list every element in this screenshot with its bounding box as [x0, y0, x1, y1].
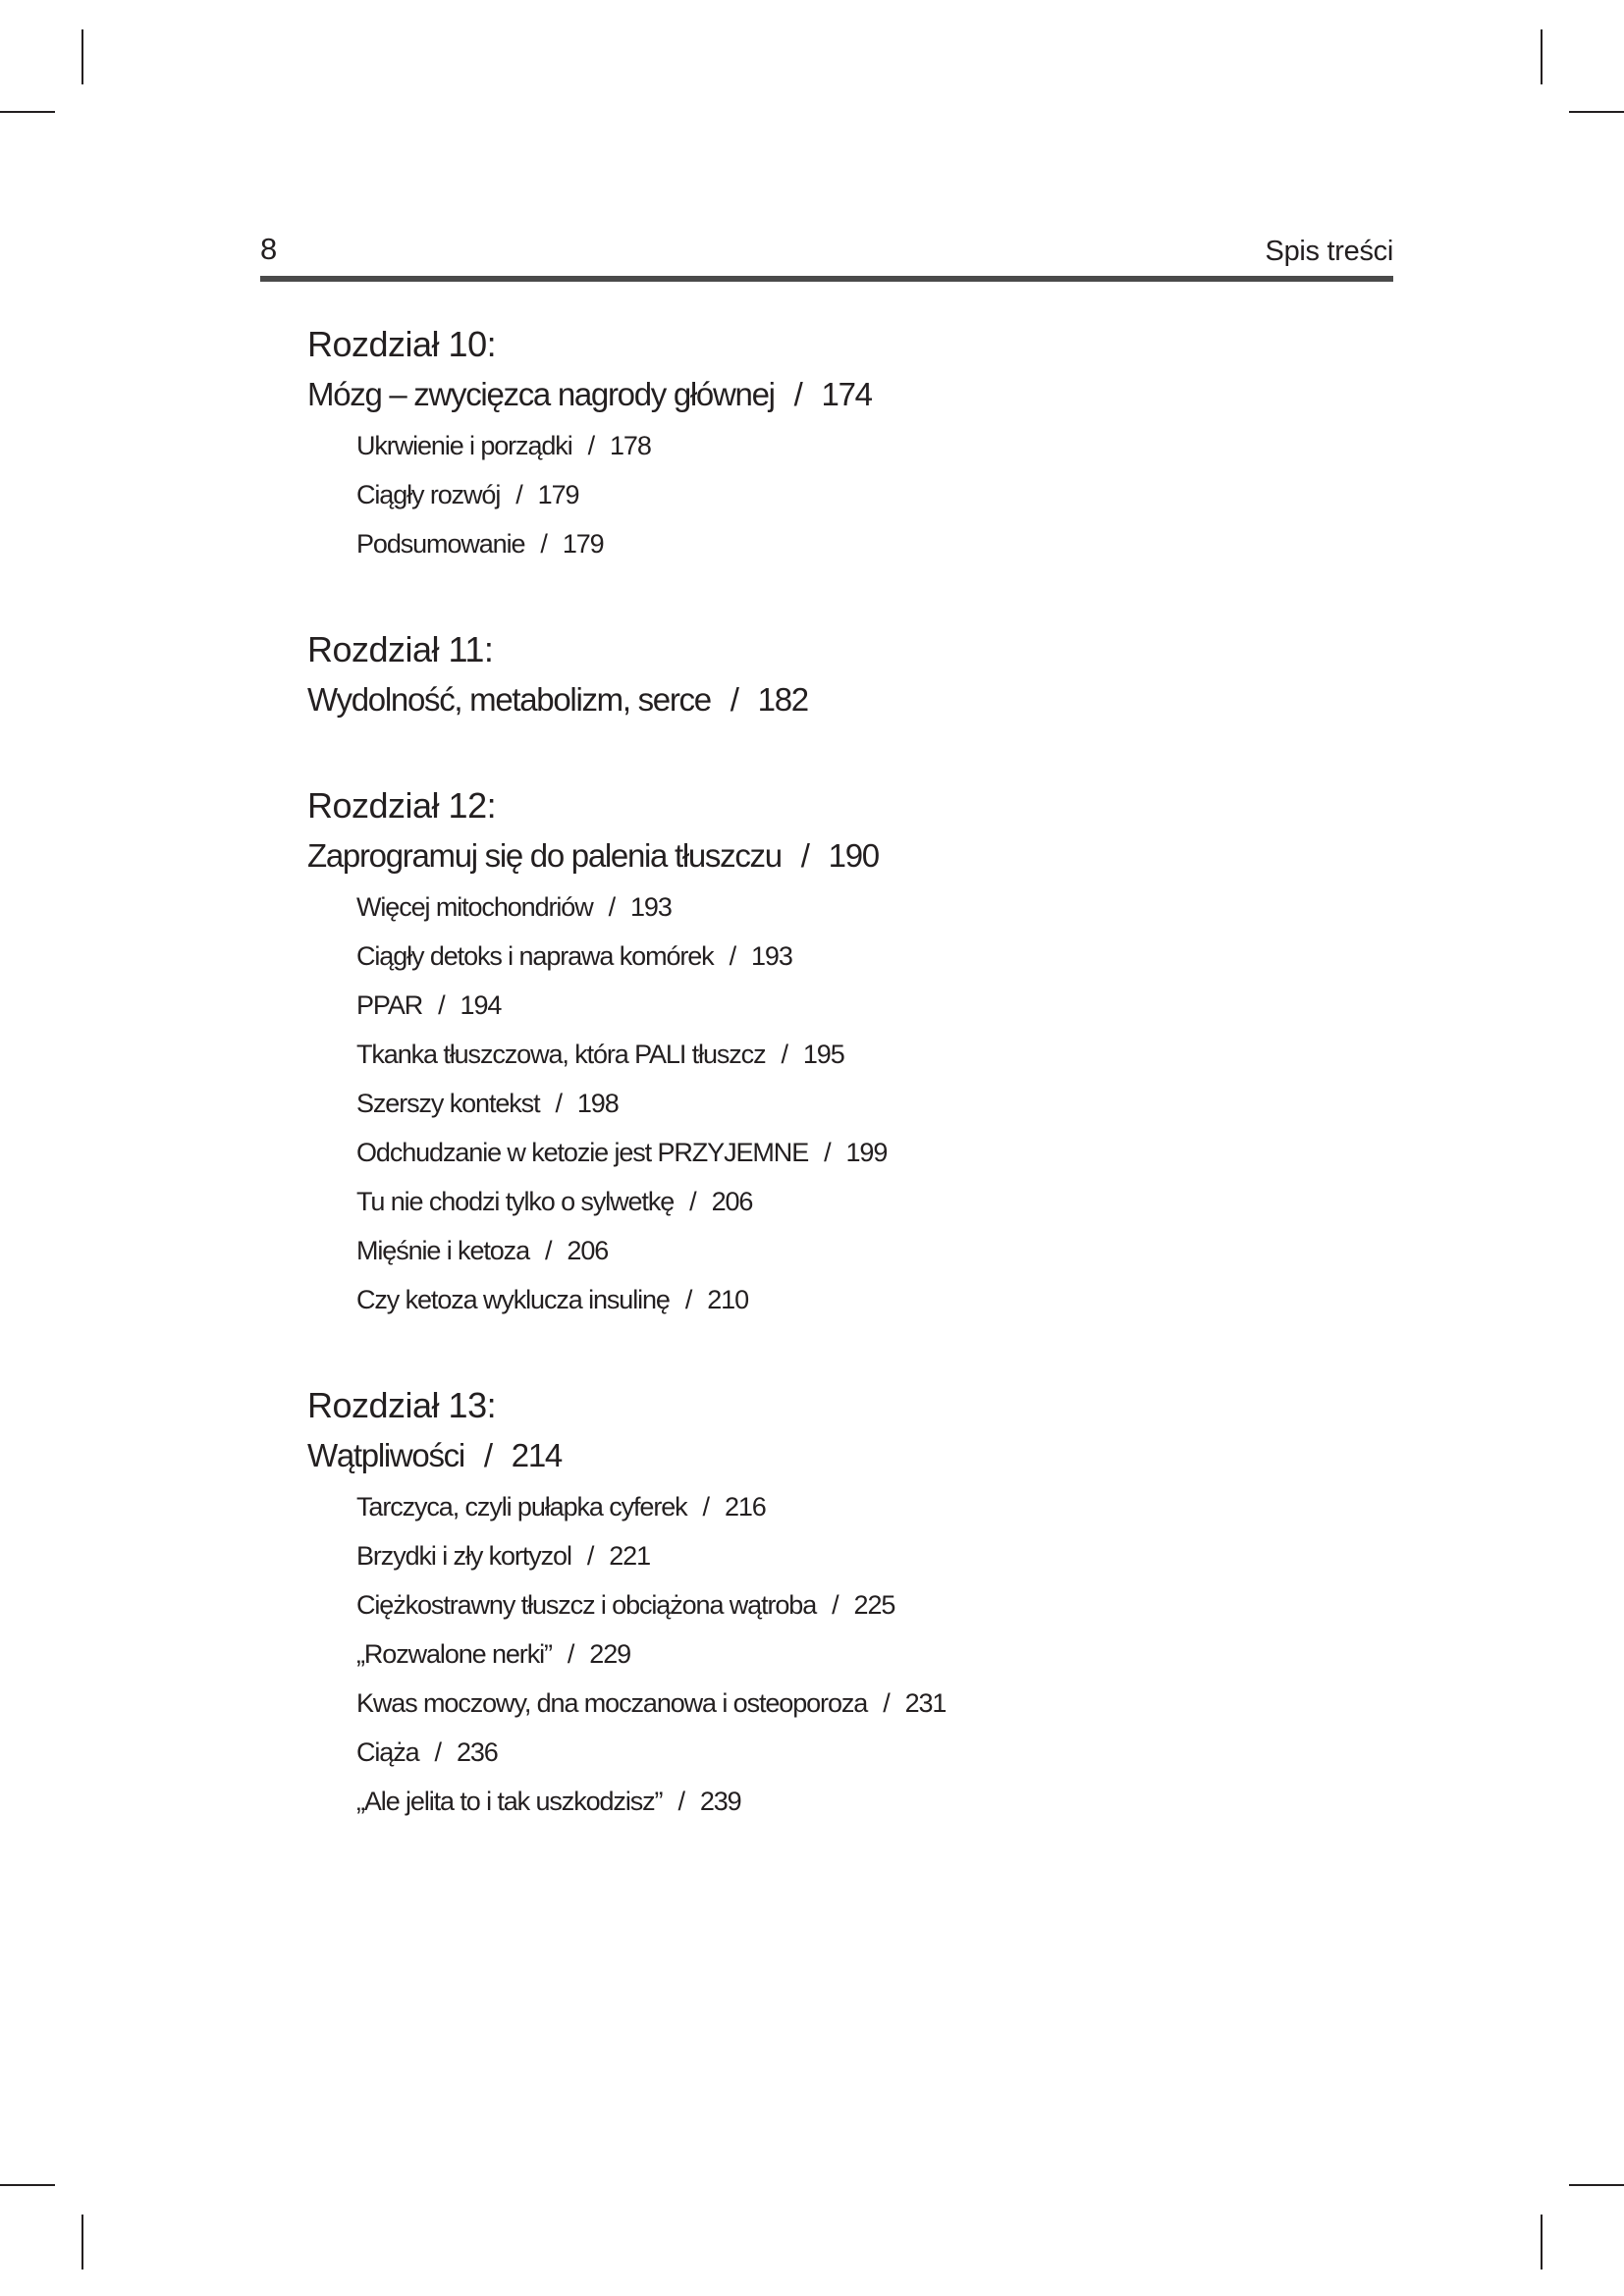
section-entry[interactable]	[356, 1777, 1387, 1826]
section-title: Odchudzanie w ketozie jest PRZYJEMNE	[356, 1138, 809, 1167]
crop-mark-top-right-horizontal	[1569, 111, 1624, 113]
section-page-number: 229	[589, 1639, 631, 1669]
section-entry[interactable]	[356, 1030, 1387, 1079]
section-page-number: 179	[562, 529, 604, 559]
section-title: Tu nie chodzi tylko o sylwetkę	[356, 1187, 675, 1216]
section-entry[interactable]	[356, 1580, 1387, 1629]
toc-chapter	[307, 624, 1387, 724]
section-entry[interactable]	[356, 421, 1387, 470]
chapter-label: Rozdział 13:	[307, 1385, 497, 1425]
page-separator: /	[729, 941, 735, 971]
section-title: Kwas moczowy, dna moczanowa i osteoporoza	[356, 1688, 868, 1718]
page-separator: /	[608, 892, 615, 922]
section-entry[interactable]	[356, 1079, 1387, 1128]
section-entry[interactable]	[356, 470, 1387, 519]
section-title: Czy ketoza wyklucza insulinę	[356, 1285, 670, 1314]
section-entry[interactable]	[356, 981, 1387, 1030]
section-title: Tarczyca, czyli pułapka cyferek	[356, 1492, 687, 1522]
section-page-number: 199	[845, 1138, 888, 1167]
section-entry[interactable]	[356, 1728, 1387, 1777]
section-page-number: 179	[537, 480, 579, 509]
chapter-title-entry[interactable]	[307, 370, 1387, 419]
section-page-number: 236	[456, 1737, 498, 1767]
chapter-label: Rozdział 10:	[307, 324, 497, 364]
section-page-number: 193	[630, 892, 672, 922]
chapter-label: Rozdział 11:	[307, 629, 494, 669]
page-separator: /	[434, 1737, 441, 1767]
page-separator: /	[483, 1437, 492, 1473]
section-page-number: 193	[751, 941, 792, 971]
page-separator: /	[702, 1492, 709, 1522]
page-separator: /	[730, 681, 738, 718]
section-title: Ukrwienie i porządki	[356, 431, 572, 460]
crop-mark-bottom-left-vertical	[81, 2215, 83, 2269]
page-separator: /	[832, 1590, 839, 1620]
chapter-title: Mózg – zwycięzca nagrody głównej	[307, 376, 775, 412]
section-entry[interactable]	[356, 1128, 1387, 1177]
toc-chapter	[307, 1380, 1387, 1826]
chapter-page-number: 182	[757, 681, 808, 718]
crop-mark-bottom-right-horizontal	[1569, 2184, 1624, 2186]
section-entry[interactable]	[356, 1531, 1387, 1580]
section-title: PPAR	[356, 990, 423, 1020]
section-page-number: 206	[567, 1236, 609, 1265]
chapter-page-number: 174	[821, 376, 872, 412]
section-page-number: 221	[609, 1541, 650, 1571]
running-title: Spis treści	[1265, 236, 1393, 267]
section-page-number: 216	[724, 1492, 766, 1522]
chapter-title-entry[interactable]	[307, 1431, 1387, 1480]
section-page-number: 239	[699, 1787, 741, 1816]
section-entry[interactable]	[356, 1679, 1387, 1728]
crop-mark-top-left-horizontal	[0, 111, 55, 113]
page-separator: /	[677, 1787, 684, 1816]
toc-chapter	[307, 319, 1387, 568]
page-separator: /	[586, 1541, 594, 1571]
chapter-page-number: 214	[511, 1437, 562, 1473]
section-entry[interactable]	[356, 1177, 1387, 1226]
table-of-contents	[307, 319, 1387, 1826]
section-list	[356, 882, 1387, 1324]
chapter-title-entry[interactable]	[307, 675, 1387, 724]
page-header	[260, 232, 1393, 281]
section-page-number: 210	[707, 1285, 748, 1314]
section-title: Mięśnie i ketoza	[356, 1236, 529, 1265]
page-separator: /	[793, 376, 802, 412]
page-separator: /	[555, 1089, 562, 1118]
crop-mark-bottom-left-horizontal	[0, 2184, 55, 2186]
section-title: „Rozwalone nerki”	[356, 1639, 552, 1669]
section-title: Więcej mitochondriów	[356, 892, 593, 922]
section-page-number: 178	[610, 431, 651, 460]
page-separator: /	[781, 1040, 787, 1069]
page-separator: /	[540, 529, 547, 559]
section-title: Brzydki i zły kortyzol	[356, 1541, 571, 1571]
section-entry[interactable]	[356, 882, 1387, 932]
page-separator: /	[689, 1187, 696, 1216]
section-title: Ciągły detoks i naprawa komórek	[356, 941, 714, 971]
section-list	[356, 421, 1387, 568]
section-page-number: 195	[802, 1040, 844, 1069]
section-entry[interactable]	[356, 1275, 1387, 1324]
section-entry[interactable]	[356, 519, 1387, 568]
page-separator: /	[438, 990, 445, 1020]
section-entry[interactable]	[356, 1226, 1387, 1275]
chapter-title: Wydolność, metabolizm, serce	[307, 681, 711, 718]
section-title: Podsumowanie	[356, 529, 525, 559]
crop-mark-bottom-right-vertical	[1541, 2215, 1543, 2269]
page-separator: /	[567, 1639, 574, 1669]
section-title: Ciągły rozwój	[356, 480, 501, 509]
section-page-number: 225	[853, 1590, 895, 1620]
page-separator: /	[883, 1688, 890, 1718]
section-page-number: 198	[576, 1089, 619, 1118]
section-entry[interactable]	[356, 932, 1387, 981]
chapter-page-number: 190	[828, 837, 879, 874]
page-number: 8	[260, 232, 278, 266]
page-separator: /	[800, 837, 809, 874]
page-separator: /	[587, 431, 594, 460]
section-page-number: 206	[711, 1187, 753, 1216]
header-rule	[260, 276, 1393, 282]
section-entry[interactable]	[356, 1629, 1387, 1679]
chapter-title: Zaprogramuj się do palenia tłuszczu	[307, 837, 782, 874]
crop-mark-top-right-vertical	[1541, 29, 1543, 84]
section-entry[interactable]	[356, 1482, 1387, 1531]
section-list	[356, 1482, 1387, 1826]
chapter-title-entry[interactable]	[307, 831, 1387, 881]
chapter-label: Rozdział 12:	[307, 785, 497, 826]
crop-mark-top-left-vertical	[81, 29, 83, 84]
page-separator: /	[684, 1285, 692, 1314]
section-title: Ciąża	[356, 1737, 419, 1767]
section-page-number: 231	[904, 1688, 947, 1718]
section-title: Tkanka tłuszczowa, która PALI tłuszcz	[356, 1040, 766, 1069]
section-title: Ciężkostrawny tłuszcz i obciążona wątroba	[356, 1590, 817, 1620]
page-separator: /	[515, 480, 522, 509]
page-separator: /	[545, 1236, 552, 1265]
section-title: Szerszy kontekst	[356, 1089, 540, 1118]
section-page-number: 194	[460, 990, 502, 1020]
toc-chapter	[307, 780, 1387, 1324]
chapter-title: Wątpliwości	[307, 1437, 464, 1473]
section-title: „Ale jelita to i tak uszkodzisz”	[356, 1787, 663, 1816]
page-separator: /	[824, 1138, 831, 1167]
